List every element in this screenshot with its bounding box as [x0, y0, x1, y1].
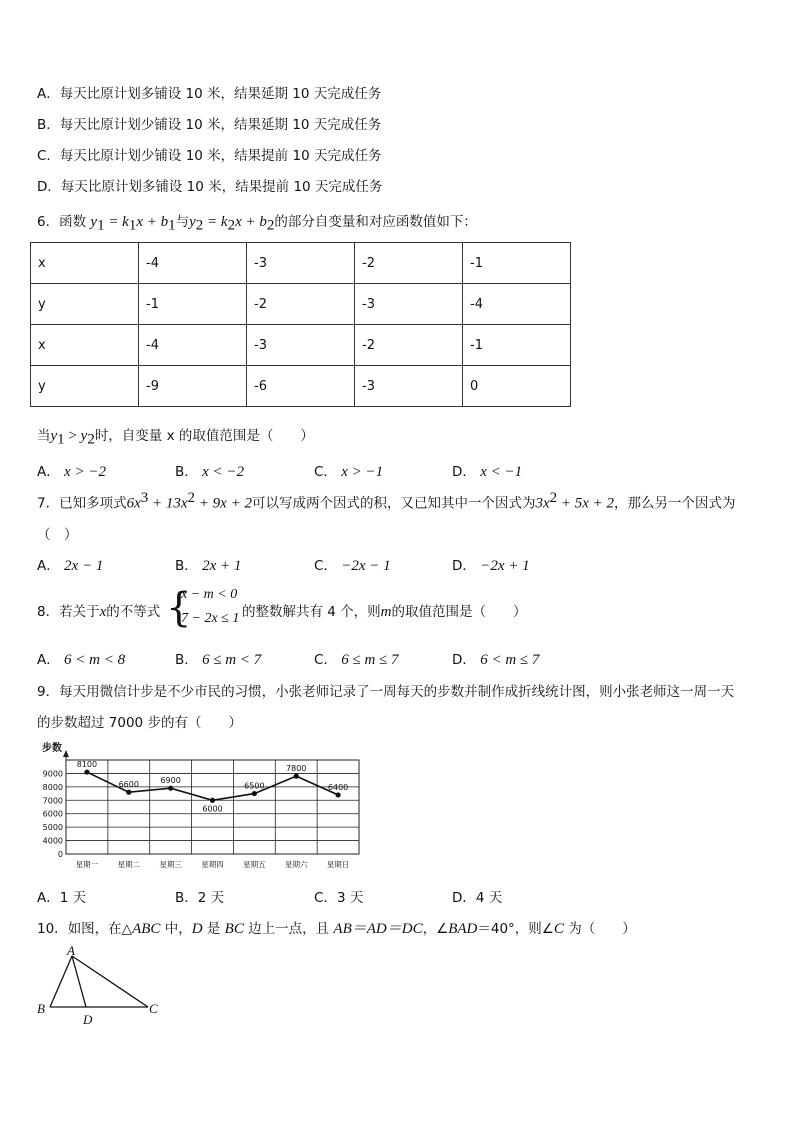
q7-option-c: C． −2x − 1 [314, 558, 391, 574]
table-cell: -2 [355, 243, 463, 284]
table-cell: -4 [463, 284, 571, 325]
x-tick-label: 星期六 [284, 860, 308, 869]
q10-triangle-figure [36, 944, 162, 1028]
table-cell: -1 [139, 284, 247, 325]
table-row [31, 325, 571, 366]
data-point [84, 769, 89, 774]
q9-option-a: A．1 天 [37, 890, 87, 906]
q8-inequality-2: 7 − 2x ≤ 1 [181, 611, 240, 626]
q6-condition: 当$y_1 > y_2$时，自变量 x 的取值范围是（ ） [37, 428, 314, 448]
table-cell: -3 [247, 243, 355, 284]
q9-stem-line1: 9．每天用微信计步是不少市民的习惯，小张老师记录了一周每天的步数并制作成折线统计图，则小张老师这一周一天 [37, 684, 735, 700]
q6-option-b: B． x < −2 [175, 464, 244, 480]
data-point [335, 792, 340, 797]
q9-option-b: B．2 天 [175, 890, 225, 906]
vertex-label-d: D [83, 1012, 93, 1027]
q7-option-b: B． 2x + 1 [175, 558, 242, 574]
x-tick-label: 星期四 [201, 860, 224, 869]
q8-system-brace: { [166, 585, 192, 631]
q6-option-c: C． x > −1 [314, 464, 384, 480]
q7-stem: 7．已知多项式$6x^3 + 13x^2 + 9x + 2$可以写成两个因式的积，又已知其中一个因式为$3x^2 + 5x + 2$，那么另一个因式为 [37, 490, 736, 512]
y-tick-label: 7000 [42, 796, 63, 806]
q7-bracket: （ ） [37, 527, 78, 543]
table-cell: -3 [247, 325, 355, 366]
y-tick-label: 9000 [42, 769, 63, 779]
y-tick-label: 8000 [42, 782, 63, 792]
vertex-label-c: C [149, 1001, 158, 1016]
q8-option-c: C． 6 ≤ m ≤ 7 [314, 652, 399, 668]
table-cell: -4 [139, 325, 247, 366]
table-cell: -4 [139, 243, 247, 284]
q8-option-b: B． 6 ≤ m < 7 [175, 652, 262, 668]
y-tick-label: 0 [57, 850, 63, 859]
table-cell: -2 [247, 284, 355, 325]
table-row [31, 243, 571, 284]
vertex-label-b: B [37, 1001, 45, 1016]
q9-option-d: D．4 天 [452, 890, 503, 906]
table-cell: -2 [355, 325, 463, 366]
data-point [294, 774, 299, 779]
chart-title: 步数 [42, 743, 62, 754]
q8-stem-prefix: 8．若关于x的不等式 [37, 604, 161, 620]
data-point [168, 786, 173, 791]
chart-x-ticks [76, 859, 350, 869]
q7-option-d: D． −2x + 1 [452, 558, 530, 574]
x-tick-label: 星期二 [117, 860, 141, 869]
side-ab [50, 956, 72, 1007]
q5-option-d: D．每天比原计划多铺设 10 米，结果提前 10 天完成任务 [37, 179, 383, 195]
data-label: 6500 [244, 781, 265, 791]
chart-y-ticks [43, 769, 63, 859]
q8-stem-suffix: 的整数解共有 4 个，则m的取值范围是（ ） [242, 604, 527, 620]
steps-line-chart [36, 738, 366, 874]
data-point [252, 791, 257, 796]
table-cell: 0 [463, 366, 571, 407]
data-label: 8100 [76, 760, 98, 770]
q8-inequality-1: x − m < 0 [181, 587, 238, 602]
table-cell: -3 [355, 284, 463, 325]
table-row [31, 284, 571, 325]
table-cell: -6 [247, 366, 355, 407]
table-cell: y [31, 366, 139, 407]
vertex-label-a: A [67, 944, 75, 958]
data-label: 6600 [118, 780, 139, 790]
data-label: 6000 [202, 804, 223, 814]
q6-values-table [30, 242, 571, 407]
data-label: 6900 [160, 776, 181, 786]
q6-option-d: D． x < −1 [452, 464, 523, 480]
y-tick-label: 6000 [42, 809, 63, 819]
data-label: 6400 [327, 782, 349, 792]
q5-option-c: C．每天比原计划少铺设 10 米，结果提前 10 天完成任务 [37, 148, 382, 164]
table-row [31, 366, 571, 407]
table-cell: x [31, 243, 139, 284]
data-point [126, 790, 131, 795]
x-tick-label: 星期日 [326, 860, 350, 869]
table-cell: -9 [139, 366, 247, 407]
q9-option-c: C．3 天 [314, 890, 364, 906]
data-point [210, 798, 215, 803]
q10-stem: 10．如图，在△ABC 中，D 是 BC 边上一点，且 AB＝AD＝DC，∠BAD＝40°，则∠C 为（ ） [37, 921, 636, 937]
q5-option-b: B．每天比原计划少铺设 10 米，结果延期 10 天完成任务 [37, 117, 382, 133]
q9-stem-line2: 的步数超过 7000 步的有（ ） [37, 715, 242, 731]
table-cell: -3 [355, 366, 463, 407]
q6-stem: 6．函数 $y_1 = k_1x + b_1$与$y_2 = k_2x + b_2$的部分自变量和对应函数值如下： [37, 214, 477, 234]
q5-option-a: A．每天比原计划多铺设 10 米，结果延期 10 天完成任务 [37, 86, 382, 102]
table-cell: -1 [463, 325, 571, 366]
x-tick-label: 星期一 [75, 860, 99, 869]
x-tick-label: 星期三 [159, 860, 182, 869]
q7-option-a: A． 2x − 1 [37, 558, 104, 574]
y-tick-label: 5000 [42, 823, 63, 833]
q6-option-a: A． x > −2 [37, 464, 106, 480]
x-tick-label: 星期五 [243, 860, 266, 869]
table-cell: -1 [463, 243, 571, 284]
q8-option-d: D． 6 < m ≤ 7 [452, 652, 540, 668]
data-label: 7800 [286, 764, 307, 774]
table-cell: y [31, 284, 139, 325]
y-axis-arrow [63, 750, 69, 757]
y-tick-label: 4000 [42, 836, 63, 846]
table-cell: x [31, 325, 139, 366]
q8-option-a: A． 6 < m < 8 [37, 652, 126, 668]
